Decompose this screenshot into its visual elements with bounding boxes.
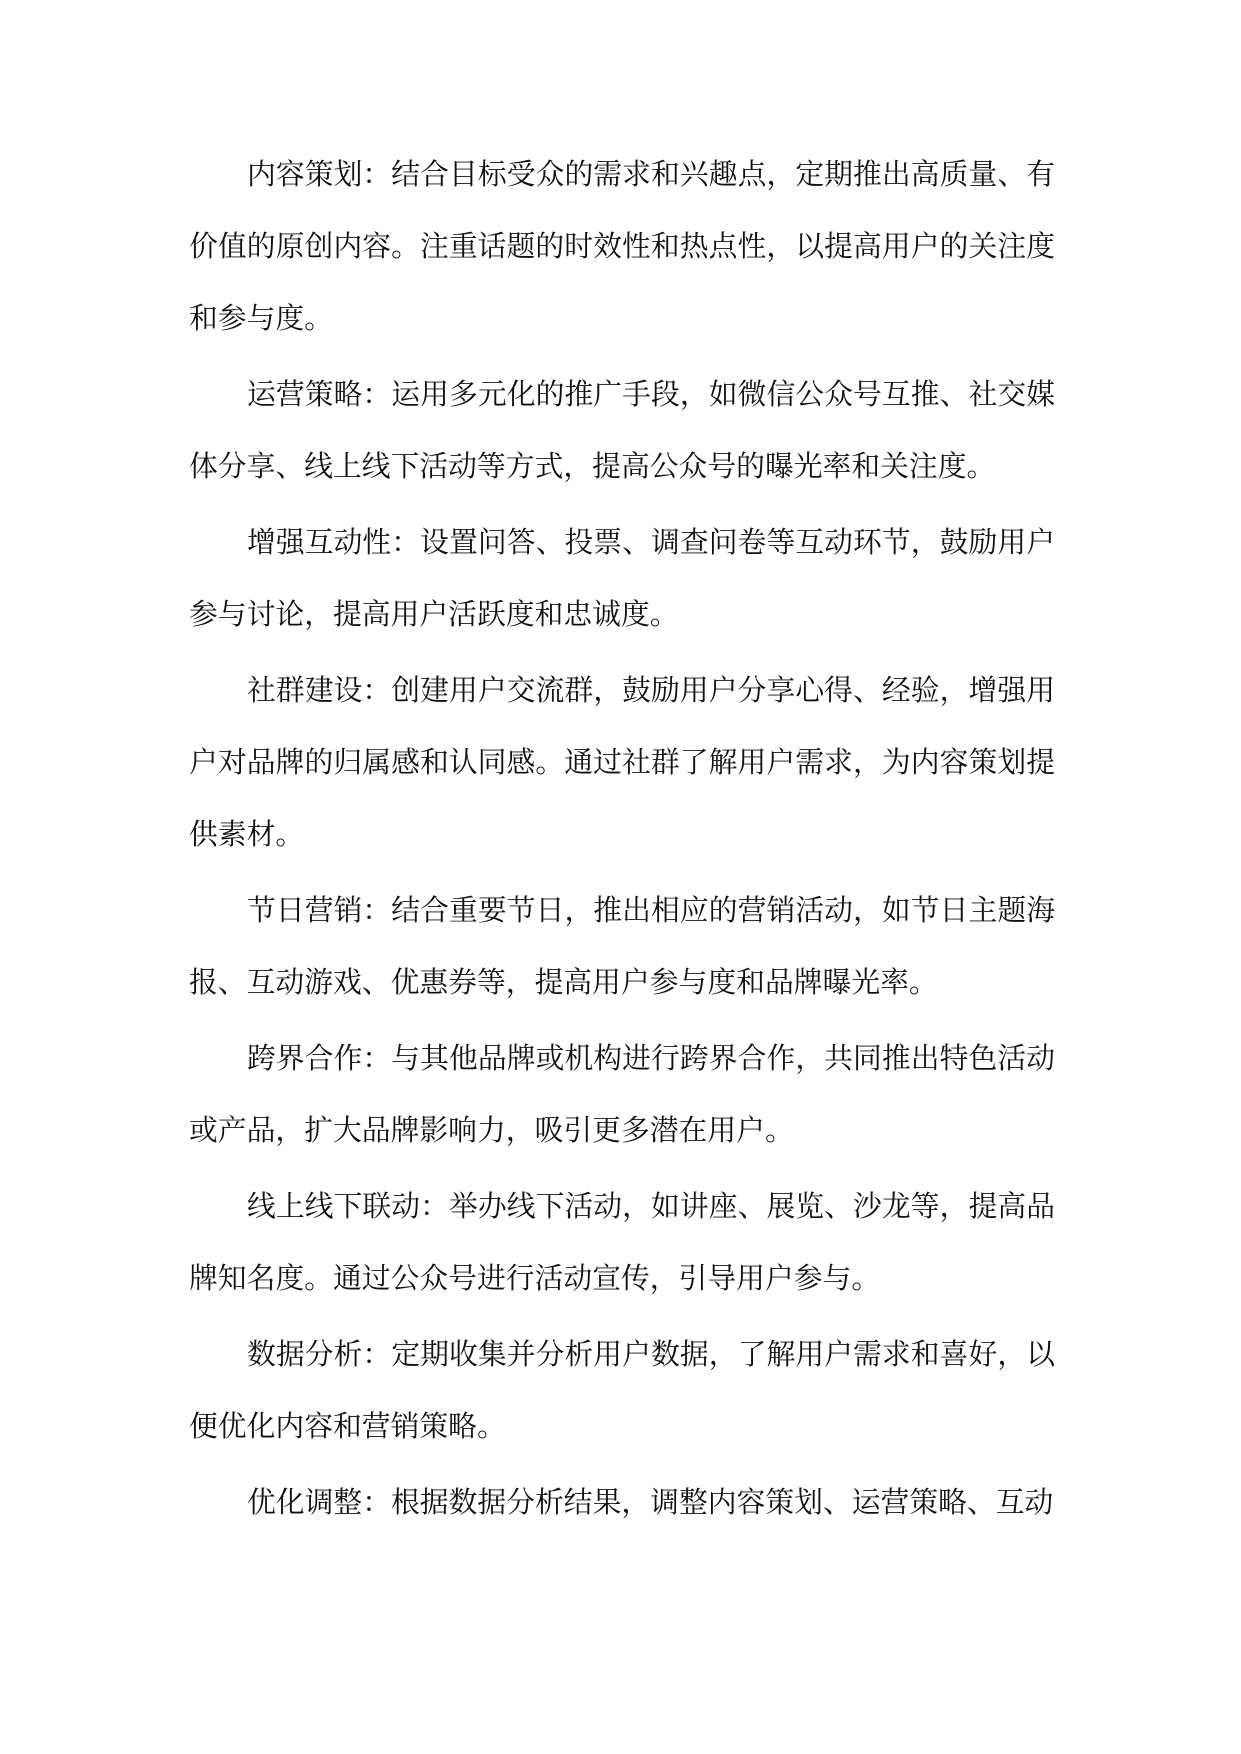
paragraph-holiday-marketing: 节日营销：结合重要节日，推出相应的营销活动，如节日主题海报、互动游戏、优惠券等，提高用户参与度和品牌曝光率。: [189, 893, 1055, 999]
paragraph-cross-border-cooperation: 跨界合作：与其他品牌或机构进行跨界合作，共同推出特色活动或产品，扩大品牌影响力，吸引更多潜在用户。: [189, 1041, 1055, 1147]
paragraph-interactivity: 增强互动性：设置问答、投票、调查问卷等互动环节，鼓励用户参与讨论，提高用户活跃度和忠诚度。: [189, 525, 1055, 631]
paragraph-optimization: 优化调整：根据数据分析结果，调整内容策划、运营策略、互动: [247, 1485, 1054, 1519]
paragraph-community-building: 社群建设：创建用户交流群，鼓励用户分享心得、经验，增强用户对品牌的归属感和认同感。通过社群了解用户需求，为内容策划提供素材。: [189, 673, 1055, 851]
paragraph-data-analysis: 数据分析：定期收集并分析用户数据，了解用户需求和喜好，以便优化内容和营销策略。: [189, 1337, 1055, 1443]
paragraph-online-offline-linkage: 线上线下联动：举办线下活动，如讲座、展览、沙龙等，提高品牌知名度。通过公众号进行活动宣传，引导用户参与。: [189, 1189, 1055, 1295]
paragraph-operation-strategy: 运营策略：运用多元化的推广手段，如微信公众号互推、社交媒体分享、线上线下活动等方式，提高公众号的曝光率和关注度。: [189, 377, 1055, 483]
paragraph-content-planning: 内容策划：结合目标受众的需求和兴趣点，定期推出高质量、有价值的原创内容。注重话题的时效性和热点性，以提高用户的关注度和参与度。: [189, 157, 1055, 335]
document-body: [189, 138, 1055, 1542]
